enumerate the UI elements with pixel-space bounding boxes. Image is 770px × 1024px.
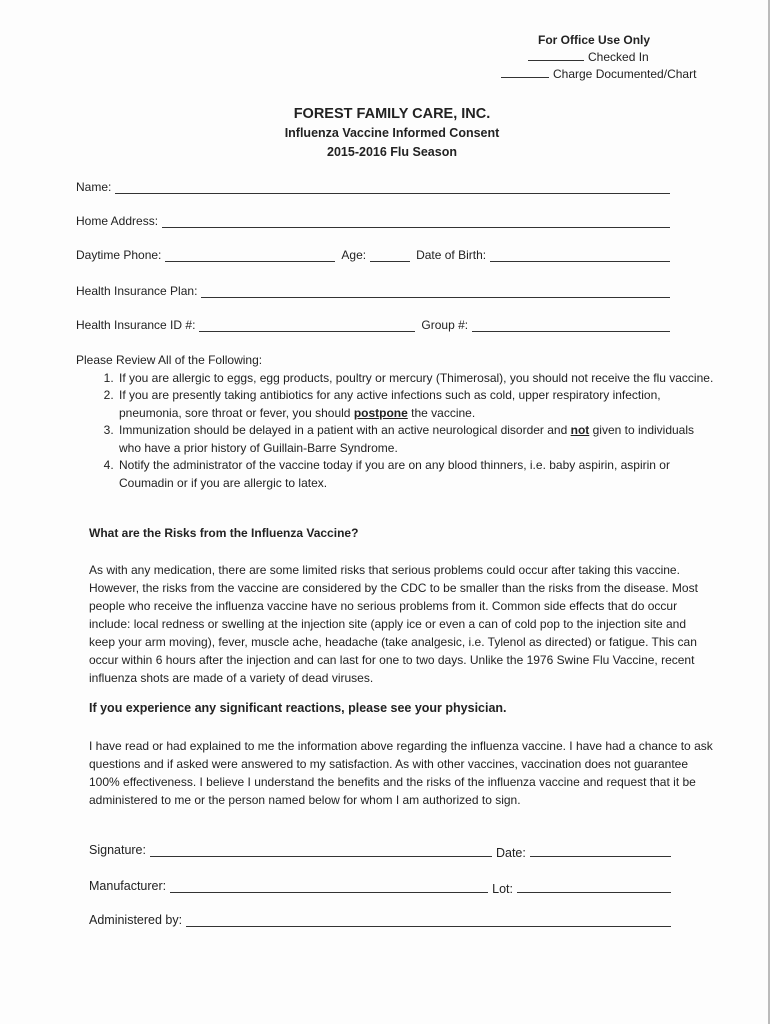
review-item-1	[117, 370, 716, 388]
home-address-label: Home Address:	[76, 214, 159, 228]
review-list	[76, 370, 716, 493]
consent-body: I have read or had explained to me the information above regarding the influenza vaccine. I have had a chance to ask questions and if asked were answered to my satisfaction. As with other vaccines, vaccination does not guarantee 100% effectiveness. I believe I understand the benefits and the risks of the influenza vaccine and request that it be administered to me or the person named below for whom I am authorized to sign.	[89, 739, 713, 807]
daytime-phone-input-line[interactable]	[165, 251, 335, 262]
manufacturer-row	[89, 875, 671, 896]
risks-heading: What are the Risks from the Influenza Vaccine?	[89, 526, 359, 540]
review-item-3	[117, 422, 716, 457]
home-address-field	[76, 212, 670, 228]
review-item-3-text: Immunization should be delayed in a patient with an active neurological disorder and	[119, 423, 571, 437]
review-item-2-text: If you are presently taking antibiotics for any active infections such as cold, upper respiratory infection, pneumonia, sore throat or fever, you should	[119, 388, 661, 420]
review-section	[76, 352, 716, 492]
insurance-id-label: Health Insurance ID #:	[76, 318, 196, 332]
age-input-line[interactable]	[370, 251, 410, 262]
checked-in-blank[interactable]	[528, 49, 584, 61]
daytime-phone-label: Daytime Phone:	[76, 248, 162, 262]
review-item-3-end: given to individuals who have a prior history of Guillain-Barre Syndrome.	[119, 423, 695, 455]
administered-by-row	[89, 909, 671, 927]
manufacturer-label: Manufacturer:	[89, 879, 167, 893]
manufacturer-input-line[interactable]	[170, 882, 488, 893]
dob-label: Date of Birth:	[416, 248, 487, 262]
review-item-4-text: Notify the administrator of the vaccine today if you are on any blood thinners, i.e. baby aspirin, aspirin or Coumadin or if you are allergic to latex.	[119, 458, 670, 490]
review-item-1-text: If you are allergic to eggs, egg products, poultry or mercury (Thimerosal), you should not receive the flu vaccine.	[119, 370, 714, 385]
group-input-line[interactable]	[472, 321, 670, 332]
signature-label: Signature:	[89, 843, 146, 857]
date-label: Date:	[495, 846, 526, 860]
insurance-id-input-line[interactable]	[199, 321, 415, 332]
dob-input-line[interactable]	[490, 251, 670, 262]
insurance-plan-label: Health Insurance Plan:	[76, 284, 198, 298]
season-title: 2015-2016 Flu Season	[327, 145, 457, 159]
name-label: Name:	[76, 180, 112, 194]
review-item-2	[117, 387, 716, 422]
risks-body: As with any medication, there are some limited risks that serious problems could occur after taking this vaccine. However, the risks from the vaccine are considered by the CDC to be smaller than the risks from the disease. Most people who receive the influenza vaccine have no serious problems from it. Common side effects that do occur include: local redness or swelling at the injection site (apply ice or even a can of cold pop to the injection site and keep your arm moving), fever, muscle ache, headache (take analgesic, i.e. Tylenol as directed) or fatigue. This can occur within 6 hours after the injection and can last for one to two days. Unlike the 1976 Swine Flu Vaccine, recent influenza shots are made of a variety of dead viruses.	[89, 563, 698, 685]
insurance-plan-field	[76, 282, 670, 298]
insurance-plan-input-line[interactable]	[201, 287, 670, 298]
org-name: FOREST FAMILY CARE, INC.	[293, 106, 491, 122]
lot-input-line[interactable]	[517, 882, 671, 893]
checked-in-label: Checked In	[588, 50, 649, 64]
charge-label: Charge Documented/Chart	[553, 67, 697, 81]
charge-row	[493, 66, 708, 83]
name-field	[76, 178, 670, 194]
group-label: Group #:	[421, 318, 469, 332]
name-input-line[interactable]	[115, 183, 670, 194]
home-address-input-line[interactable]	[162, 217, 670, 228]
insurance-id-row	[76, 316, 670, 332]
form-header	[0, 104, 770, 162]
phone-age-dob-row	[76, 246, 670, 262]
charge-blank[interactable]	[501, 66, 549, 78]
administered-by-label: Administered by:	[89, 913, 183, 927]
review-intro: Please Review All of the Following:	[76, 353, 263, 367]
form-title: Influenza Vaccine Informed Consent	[284, 126, 500, 140]
review-item-2-end: the vaccine.	[407, 405, 476, 420]
date-input-line[interactable]	[530, 846, 671, 857]
lot-label: Lot:	[492, 882, 513, 896]
reactions-heading: If you experience any significant reactions, please see your physician.	[89, 701, 507, 715]
signature-input-line[interactable]	[150, 846, 492, 857]
administered-by-input-line[interactable]	[186, 916, 671, 927]
not-emphasis: not	[570, 423, 590, 437]
office-use-block	[493, 32, 708, 83]
review-item-4	[117, 457, 716, 492]
signature-row	[89, 839, 671, 860]
age-label: Age:	[341, 248, 367, 262]
checked-in-row	[493, 49, 708, 66]
office-use-title: For Office Use Only	[538, 33, 651, 47]
postpone-emphasis: postpone	[353, 405, 408, 420]
